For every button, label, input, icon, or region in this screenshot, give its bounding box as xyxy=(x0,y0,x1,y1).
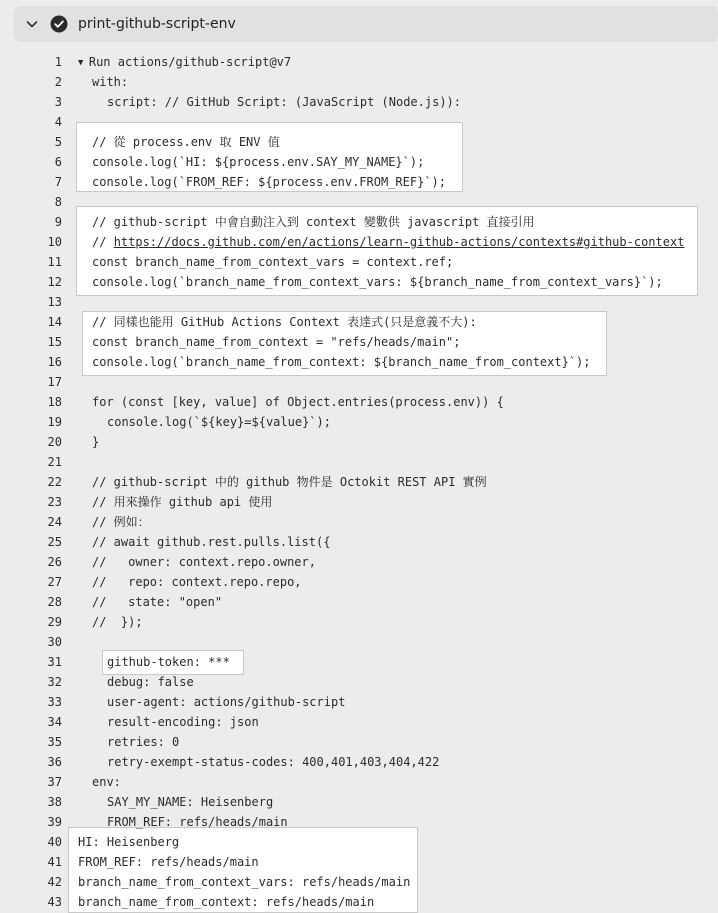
line-number[interactable]: 39 xyxy=(47,815,62,829)
line-number[interactable]: 9 xyxy=(54,215,62,229)
line-number[interactable]: 12 xyxy=(47,275,62,289)
line-number[interactable]: 38 xyxy=(47,795,62,809)
log-line xyxy=(0,312,718,332)
line-number[interactable]: 43 xyxy=(47,895,62,909)
line-number[interactable]: 34 xyxy=(47,715,62,729)
line-number[interactable]: 20 xyxy=(47,435,62,449)
log-line xyxy=(0,712,718,732)
log-line xyxy=(0,432,718,452)
line-text: // state: "open" xyxy=(92,595,223,609)
line-number[interactable]: 17 xyxy=(47,375,62,389)
line-text: console.log(`${key}=${value}`); xyxy=(107,415,331,429)
line-number[interactable]: 5 xyxy=(54,135,62,149)
log-line xyxy=(0,772,718,792)
line-number[interactable]: 41 xyxy=(47,855,62,869)
line-text: script: // GitHub Script: (JavaScript (Node.js)): xyxy=(107,95,462,109)
line-number[interactable]: 13 xyxy=(47,295,62,309)
line-number[interactable]: 11 xyxy=(47,255,62,269)
step-header[interactable] xyxy=(14,6,718,42)
line-text: // https://docs.github.com/en/actions/learn-github-actions/contexts#github-context xyxy=(92,235,685,249)
line-text: with: xyxy=(92,75,129,89)
log-line xyxy=(0,192,718,212)
line-number[interactable]: 1 xyxy=(54,55,62,69)
line-number[interactable]: 42 xyxy=(47,875,62,889)
line-number[interactable]: 22 xyxy=(47,475,62,489)
log-line xyxy=(0,172,718,192)
log-line xyxy=(0,552,718,572)
log-line xyxy=(0,532,718,552)
line-number[interactable]: 15 xyxy=(47,335,62,349)
expand-triangle-icon[interactable]: ▼ xyxy=(78,58,89,68)
line-text: result-encoding: json xyxy=(107,715,259,729)
line-text: console.log(`branch_name_from_context: ${branch_name_from_context}`); xyxy=(92,355,591,369)
line-text: // repo: context.repo.repo, xyxy=(92,575,302,589)
line-text: FROM_REF: refs/heads/main xyxy=(78,855,259,869)
line-text: const branch_name_from_context_vars = context.ref; xyxy=(92,255,454,269)
log-line xyxy=(0,492,718,512)
line-text: // owner: context.repo.owner, xyxy=(92,555,316,569)
line-number[interactable]: 24 xyxy=(47,515,62,529)
line-text: console.log(`FROM_REF: ${process.env.FROM_REF}`); xyxy=(92,175,447,189)
line-text: // github-script 中會自動注入到 context 變數供 javascript 直接引用 xyxy=(92,215,535,229)
log-line xyxy=(0,892,718,912)
line-number[interactable]: 30 xyxy=(47,635,62,649)
line-text: // 例如： xyxy=(92,515,150,529)
docs-link[interactable]: https://docs.github.com/en/actions/learn-github-actions/contexts#github-context xyxy=(113,235,685,249)
line-number[interactable]: 25 xyxy=(47,535,62,549)
line-text: FROM_REF: refs/heads/main xyxy=(107,815,288,829)
line-number[interactable]: 3 xyxy=(54,95,62,109)
log-line xyxy=(0,212,718,232)
log-line xyxy=(0,872,718,892)
line-text: const branch_name_from_context = "refs/heads/main"; xyxy=(92,335,461,349)
log-line xyxy=(0,252,718,272)
line-number[interactable]: 31 xyxy=(47,655,62,669)
line-text: HI: Heisenberg xyxy=(78,835,180,849)
log-line xyxy=(0,752,718,772)
log-line xyxy=(0,292,718,312)
log-line xyxy=(0,372,718,392)
line-number[interactable]: 2 xyxy=(54,75,62,89)
line-number[interactable]: 28 xyxy=(47,595,62,609)
line-text: for (const [key, value] of Object.entries(process.env)) { xyxy=(92,395,504,409)
line-text: } xyxy=(92,435,100,449)
log-line xyxy=(0,132,718,152)
log-line xyxy=(0,612,718,632)
line-number[interactable]: 23 xyxy=(47,495,62,509)
line-text: branch_name_from_context: refs/heads/main xyxy=(78,895,375,909)
line-number[interactable]: 16 xyxy=(47,355,62,369)
log-line xyxy=(0,632,718,652)
line-text: console.log(`branch_name_from_context_vars: ${branch_name_from_context_vars}`); xyxy=(92,275,663,289)
step-title[interactable]: print-github-script-env xyxy=(78,16,236,32)
log-line xyxy=(0,112,718,132)
line-text: // }); xyxy=(92,615,143,629)
log-line xyxy=(0,152,718,172)
log-line xyxy=(0,672,718,692)
line-number[interactable]: 33 xyxy=(47,695,62,709)
line-text: retry-exempt-status-codes: 400,401,403,404,422 xyxy=(107,755,440,769)
line-number[interactable]: 40 xyxy=(47,835,62,849)
line-number[interactable]: 7 xyxy=(54,175,62,189)
chevron-down-icon[interactable] xyxy=(24,16,40,32)
line-text: user-agent: actions/github-script xyxy=(107,695,346,709)
log-line xyxy=(0,452,718,472)
log-line xyxy=(0,812,718,832)
line-number[interactable]: 21 xyxy=(47,455,62,469)
line-number[interactable]: 37 xyxy=(47,775,62,789)
line-text: env: xyxy=(92,775,121,789)
line-text: ▼ Run actions/github-script@v7 xyxy=(78,55,292,69)
line-number[interactable]: 10 xyxy=(47,235,62,249)
line-number[interactable]: 18 xyxy=(47,395,62,409)
line-number[interactable]: 29 xyxy=(47,615,62,629)
log-line xyxy=(0,232,718,252)
line-number[interactable]: 8 xyxy=(54,195,62,209)
line-number[interactable]: 27 xyxy=(47,575,62,589)
line-number[interactable]: 32 xyxy=(47,675,62,689)
log-line xyxy=(0,412,718,432)
log-line xyxy=(0,392,718,412)
line-number[interactable]: 14 xyxy=(47,315,62,329)
line-text: github-token: *** xyxy=(107,655,230,669)
log-line xyxy=(0,332,718,352)
log-line xyxy=(0,272,718,292)
log-line xyxy=(0,732,718,752)
log-line xyxy=(0,792,718,812)
line-text: // github-script 中的 github 物件是 Octokit REST API 實例 xyxy=(92,475,487,489)
success-check-icon xyxy=(50,15,68,33)
line-text: SAY_MY_NAME: Heisenberg xyxy=(107,795,274,809)
line-number[interactable]: 36 xyxy=(47,755,62,769)
log-line xyxy=(0,852,718,872)
line-number[interactable]: 35 xyxy=(47,735,62,749)
line-number[interactable]: 4 xyxy=(54,115,62,129)
log-line xyxy=(0,52,718,72)
log-line xyxy=(0,512,718,532)
line-text: // await github.rest.pulls.list({ xyxy=(92,535,331,549)
line-text: // 從 process.env 取 ENV 值 xyxy=(92,135,280,149)
line-number[interactable]: 19 xyxy=(47,415,62,429)
line-text: // 用來操作 github api 使用 xyxy=(92,495,273,509)
log-line xyxy=(0,692,718,712)
log-line xyxy=(0,72,718,92)
log-line xyxy=(0,592,718,612)
line-text: console.log(`HI: ${process.env.SAY_MY_NAME}`); xyxy=(92,155,425,169)
log-line xyxy=(0,352,718,372)
line-text: // 同樣也能用 GitHub Actions Context 表達式(只是意義不大): xyxy=(92,315,477,329)
line-text: retries: 0 xyxy=(107,735,180,749)
log-line xyxy=(0,832,718,852)
log-line xyxy=(0,472,718,492)
line-text: branch_name_from_context_vars: refs/heads/main xyxy=(78,875,411,889)
log-line xyxy=(0,652,718,672)
line-number[interactable]: 6 xyxy=(54,155,62,169)
log-line xyxy=(0,92,718,112)
line-text: debug: false xyxy=(107,675,194,689)
log-line xyxy=(0,572,718,592)
line-number[interactable]: 26 xyxy=(47,555,62,569)
